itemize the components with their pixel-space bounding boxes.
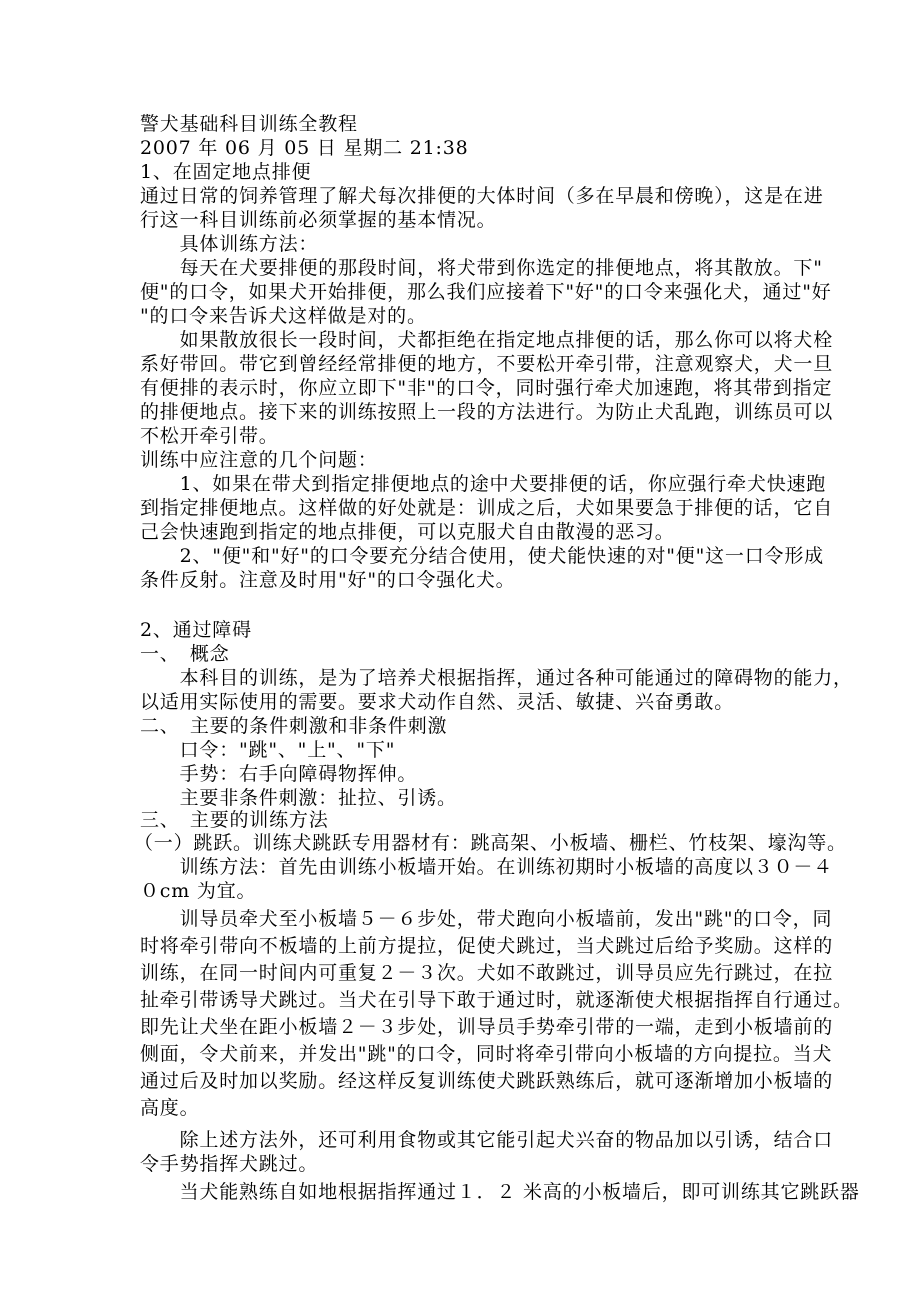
subsection-heading: 一、 概念: [140, 643, 230, 665]
text-line: 具体训练方法：: [140, 233, 319, 255]
document-title: 警犬基础科目训练全教程: [140, 113, 358, 135]
text-line: 口令："跳"、"上"、"下": [140, 739, 396, 761]
text-line: 训导员牵犬至小板墙５－６步处，带犬跑向小板墙前，发出"跳"的口令，同: [140, 908, 833, 930]
text-line: 1、如果在带犬到指定排便地点的途中犬要排便的话，你应强行牵犬快速跑: [140, 473, 827, 495]
text-line: "的口令来告诉犬这样做是对的。: [140, 305, 427, 327]
text-line: 条件反射。注意及时用"好"的口令强化犬。: [140, 569, 516, 591]
text-line: 扯牵引带诱导犬跳过。当犬在引导下敢于通过时，就逐渐使犬根据指挥自行通过。: [140, 989, 853, 1011]
subsection-heading: 三、 主要的训练方法: [140, 809, 329, 831]
text-line: 有便排的表示时，你应立即下"非"的口令，同时强行牵犬加速跑，将其带到指定: [140, 377, 833, 399]
text-line: 训练中应注意的几个问题：: [140, 449, 378, 471]
text-line: 到指定排便地点。这样做的好处就是：训成之后，犬如果要急于排便的话，它自: [140, 497, 834, 519]
text-line: 训练方法：首先由训练小板墙开始。在训练初期时小板墙的高度以３０－４: [140, 856, 834, 878]
document-date: 2007 年 06 月 05 日 星期二 21:38: [140, 137, 469, 159]
text-line: 高度。: [140, 1097, 200, 1119]
section-heading: 1、在固定地点排便: [140, 161, 312, 183]
text-line: 令手势指挥犬跳过。: [140, 1153, 319, 1175]
text-line: 便"的口令，如果犬开始排便，那么我们应接着下"好"的口令来强化犬，通过"好: [140, 281, 832, 303]
text-line: 手势：右手向障碍物挥伸。: [140, 763, 418, 785]
text-line: （一）跳跃。训练犬跳跃专用器材有：跳高架、小板墙、栅栏、竹枝架、壕沟等。: [134, 832, 847, 854]
text-line: 己会快速跑到指定的地点排便，可以克服犬自由散漫的恶习。: [140, 521, 675, 543]
text-line: 以适用实际使用的需要。要求犬动作自然、灵活、敏捷、兴奋勇敢。: [140, 691, 735, 713]
text-line: 行这一科目训练前必须掌握的基本情况。: [140, 209, 497, 231]
text-line: 的排便地点。接下来的训练按照上一段的方法进行。为防止犬乱跑，训练员可以: [140, 401, 834, 423]
text-line: 侧面，令犬前来，并发出"跳"的口令，同时将牵引带向小板墙的方向提拉。当犬: [140, 1043, 833, 1065]
text-line: 本科目的训练，是为了培养犬根据指挥，通过各种可能通过的障碍物的能力，: [140, 667, 853, 689]
text-line: 如果散放很长一段时间，犬都拒绝在指定地点排便的话，那么你可以将犬栓: [140, 329, 834, 351]
subsection-heading: 二、 主要的条件刺激和非条件刺激: [140, 715, 448, 737]
text-line: 2、"便"和"好"的口令要充分结合使用，使犬能快速的对"便"这一口令形成: [140, 545, 824, 567]
section-heading: 2、通过障碍: [140, 619, 252, 641]
text-line: 即先让犬坐在距小板墙２－３步处，训导员手势牵引带的一端，走到小板墙前的: [140, 1016, 834, 1038]
text-line: 通过日常的饲养管理了解犬每次排便的大体时间（多在早晨和傍晚），这是在进: [140, 185, 824, 207]
text-line: 主要非条件刺激：扯拉、引诱。: [140, 787, 457, 809]
text-line: 通过后及时加以奖励。经这样反复训练使犬跳跃熟练后，就可逐渐增加小板墙的: [140, 1070, 834, 1092]
text-line: 除上述方法外，还可利用食物或其它能引起犬兴奋的物品加以引诱，结合口: [140, 1129, 834, 1151]
text-line: 训练，在同一时间内可重复２－３次。犬如不敢跳过，训导员应先行跳过，在拉: [140, 962, 834, 984]
text-line: ０cm 为宜。: [140, 880, 257, 902]
text-line: 每天在犬要排便的那段时间，将犬带到你选定的排便地点，将其散放。下": [140, 257, 823, 279]
text-line: 不松开牵引带。: [140, 425, 279, 447]
text-line: 时将牵引带向不板墙的上前方提拉，促使犬跳过，当犬跳过后给予奖励。这样的: [140, 935, 834, 957]
text-line: 当犬能熟练自如地根据指挥通过１．２ 米高的小板墙后，即可训练其它跳跃器: [140, 1181, 860, 1203]
text-line: 系好带回。带它到曾经经常排便的地方，不要松开牵引带，注意观察犬，犬一旦: [140, 353, 834, 375]
